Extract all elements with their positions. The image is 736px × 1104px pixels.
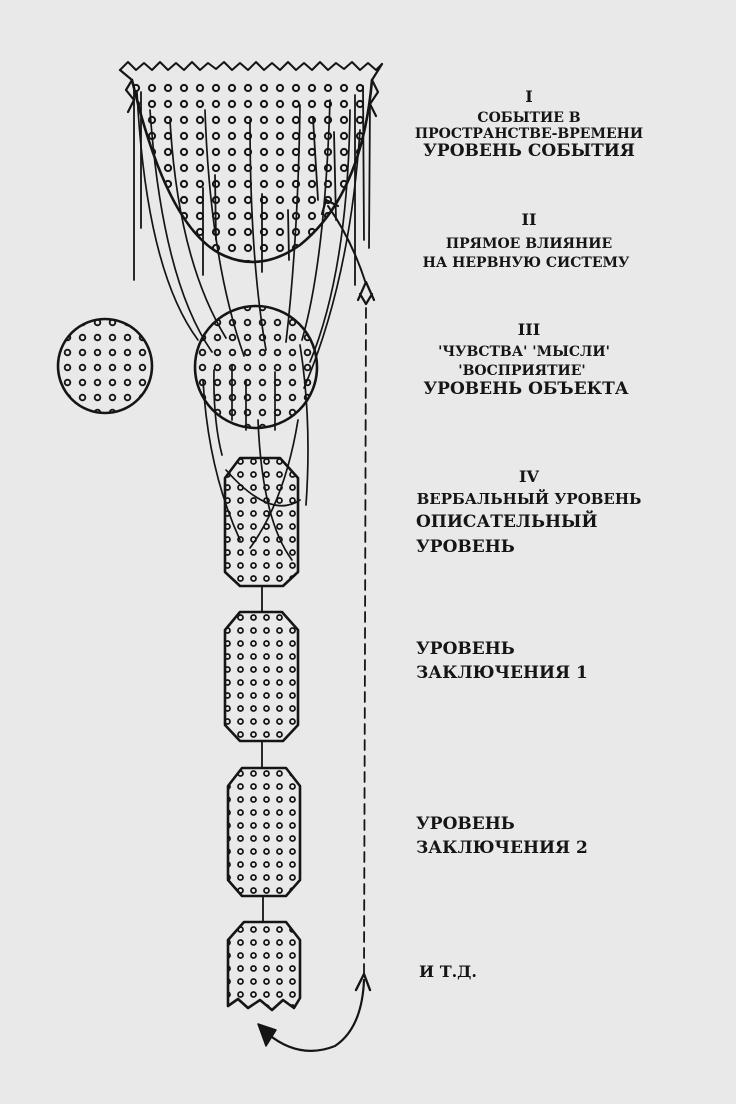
event-line-3: УРОВЕНЬ СОБЫТИЯ <box>423 141 635 161</box>
feedback-arrowhead-top <box>358 282 374 304</box>
inference1-line-2: ЗАКЛЮЧЕНИЯ 1 <box>416 663 588 683</box>
event-parabola-left-side <box>120 70 134 112</box>
inference2-line-2: ЗАКЛЮЧЕНИЯ 2 <box>416 838 588 858</box>
object-line-1: 'ЧУВСТВА' 'МЫСЛИ' <box>438 344 610 360</box>
inference1-line-1: УРОВЕНЬ <box>416 639 515 659</box>
etc-label: И Т.Д. <box>419 962 477 981</box>
label-tag-4 <box>228 922 300 1010</box>
verbal-line-3: УРОВЕНЬ <box>416 537 515 557</box>
verbal-line-1: ВЕРБАЛЬНЫЙ УРОВЕНЬ <box>416 490 642 508</box>
object-line-2: 'ВОСПРИЯТИЕ' <box>458 363 586 379</box>
event-line-2: ПРОСТРАНСТВЕ-ВРЕМЕНИ <box>414 126 644 142</box>
level-iii-numeral: III <box>517 320 541 339</box>
verbal-line-2: ОПИСАТЕЛЬНЫЙ <box>416 512 598 532</box>
label-tag-2-fill <box>225 612 298 741</box>
label-tag-1-fill <box>225 458 298 586</box>
thread <box>288 210 289 260</box>
event-parabola-fill <box>132 78 372 262</box>
nervous-line-1: ПРЯМОЕ ВЛИЯНИЕ <box>445 236 613 252</box>
label-tag-3-fill <box>228 768 300 896</box>
feedback-to-event-line <box>328 206 366 284</box>
level-iv-numeral: IV <box>519 467 539 486</box>
level-i-numeral: I <box>525 87 533 106</box>
nervous-line-2: НА НЕРВНУЮ СИСТЕМУ <box>422 255 630 271</box>
event-line-1: СОБЫТИЕ В <box>477 110 581 126</box>
thread <box>363 86 364 240</box>
event-parabola-top-edge <box>120 62 382 70</box>
level-ii-numeral: II <box>521 210 537 229</box>
label-tag-2 <box>225 612 298 741</box>
thread <box>369 100 370 248</box>
arrowhead-bottom <box>258 1024 276 1046</box>
label-tag-4-fill <box>228 922 300 1010</box>
inference2-line-1: УРОВЕНЬ <box>416 814 515 834</box>
label-tag-3 <box>228 768 300 896</box>
separate-object-circle <box>58 319 152 413</box>
label-tag-1 <box>225 458 298 586</box>
object-line-3: УРОВЕНЬ ОБЪЕКТА <box>423 379 629 399</box>
feedback-dashed-line <box>364 304 366 974</box>
